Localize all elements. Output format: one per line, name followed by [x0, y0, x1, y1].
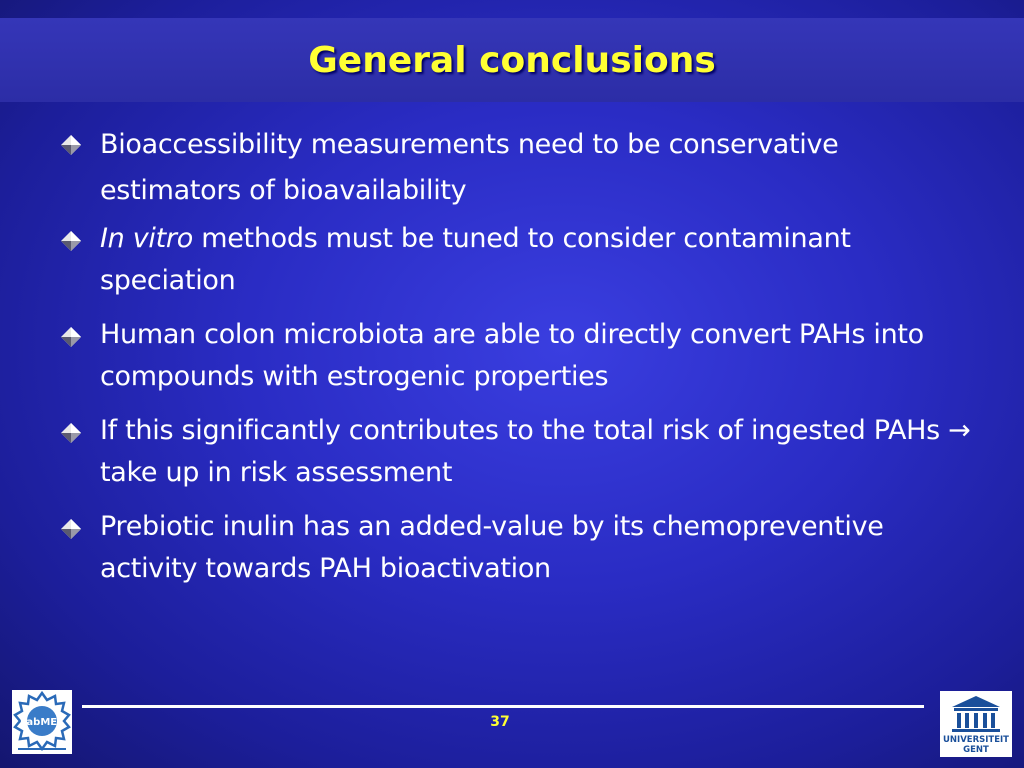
bullet-text: [100, 218, 980, 302]
bullet-text-after: take up in risk assessment: [100, 457, 453, 488]
diamond-bullet-icon: [60, 410, 100, 494]
bullet-text-before: If this significantly contributes to the total risk of ingested PAHs: [100, 415, 949, 446]
bullet-text-rest: methods must be tuned to consider contaminant speciation: [100, 223, 851, 296]
diamond-bullet-icon: [60, 122, 100, 214]
bullet-item: [60, 410, 980, 494]
bullet-item: [60, 314, 980, 398]
labmet-logo-text: LabMET: [20, 717, 64, 728]
italic-term: In vitro: [100, 223, 193, 254]
ugent-logo-line1: UNIVERSITEIT: [943, 735, 1009, 745]
diamond-bullet-icon: [60, 218, 100, 302]
slide-title: General conclusions: [308, 39, 716, 81]
ugent-logo-line2: GENT: [963, 745, 989, 755]
bullet-text: Bioaccessibility measurements need to be conservative estimators of bioavailability: [100, 129, 839, 206]
bullet-item: [60, 506, 980, 590]
diamond-bullet-icon: [60, 506, 100, 590]
bullet-text: [100, 410, 980, 494]
bullet-item: [60, 218, 980, 302]
diamond-bullet-icon: [60, 314, 100, 398]
bullet-item: [60, 122, 980, 214]
arrow-right-icon: →: [948, 415, 971, 446]
title-bar: [0, 18, 1024, 102]
bullet-text: Human colon microbiota are able to directly convert PAHs into compounds with estrogenic properties: [100, 319, 924, 392]
bullet-text: Prebiotic inulin has an added-value by its chemopreventive activity towards PAH bioactivation: [100, 511, 884, 584]
bullet-list: [60, 122, 980, 602]
footer-divider: [82, 705, 924, 708]
page-number: 37: [490, 714, 510, 730]
ugent-logo-icon: [940, 691, 1012, 757]
labmet-logo-icon: [12, 690, 72, 754]
